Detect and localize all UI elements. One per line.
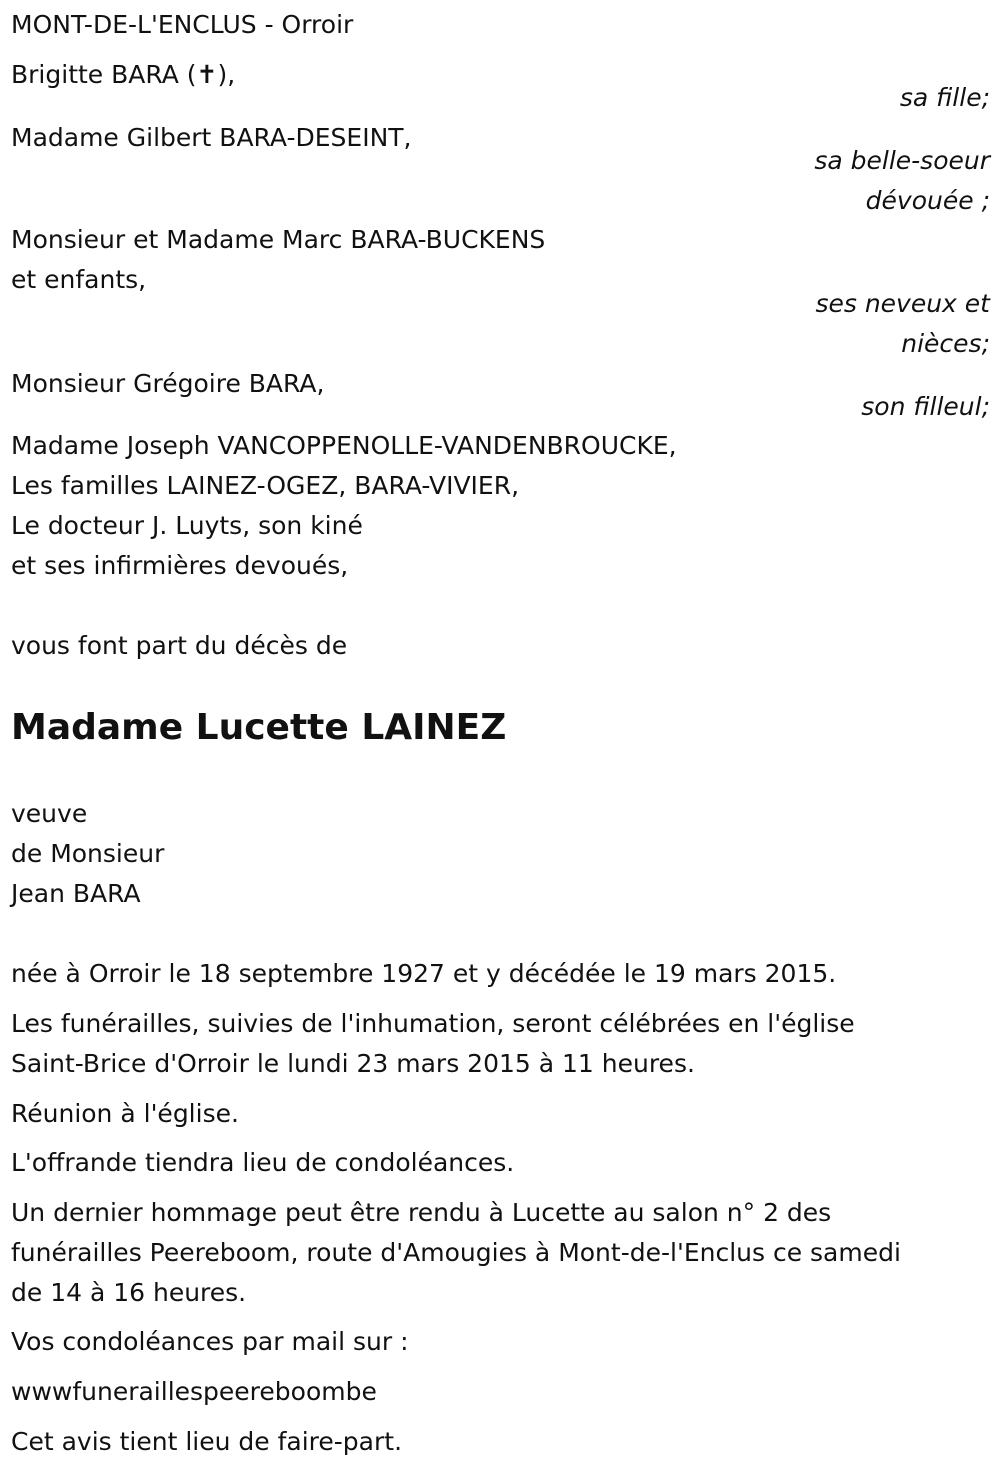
family-member-marc-children: et enfants, xyxy=(11,265,147,294)
family-member-marc: Monsieur et Madame Marc BARA-BUCKENS xyxy=(11,225,546,254)
family-member-gilbert: Madame Gilbert BARA-DESEINT, xyxy=(11,123,412,152)
location-header: MONT-DE-L'ENCLUS - Orroir xyxy=(11,10,354,39)
tribute-info: Un dernier hommage peut être rendu à Lucette au salon n° 2 des xyxy=(11,1198,832,1227)
widow-line: Jean BARA xyxy=(11,879,141,908)
relation-label: dévouée ; xyxy=(865,186,990,215)
relation-label: nièces; xyxy=(901,329,990,358)
family-member-brigitte xyxy=(11,55,235,95)
tribute-info: funérailles Peereboom, route d'Amougies à Mont-de-l'Enclus ce samedi xyxy=(11,1238,901,1267)
family-member-gregoire: Monsieur Grégoire BARA, xyxy=(11,369,325,398)
family-member-line: Les familles LAINEZ-OGEZ, BARA-VIVIER, xyxy=(11,471,520,500)
condolences-label: Vos condoléances par mail sur : xyxy=(11,1327,409,1356)
deceased-name: Madame Lucette LAINEZ xyxy=(11,707,507,748)
notice-line: Cet avis tient lieu de faire-part. xyxy=(11,1427,403,1456)
announcement-intro: vous font part du décès de xyxy=(11,631,348,660)
family-member-line: Madame Joseph VANCOPPENOLLE-VANDENBROUCKE, xyxy=(11,431,677,460)
family-member-name: Brigitte BARA ( xyxy=(11,60,197,89)
cross-icon: ✝ xyxy=(196,60,218,89)
birth-death-dates: née à Orroir le 18 septembre 1927 et y décédée le 19 mars 2015. xyxy=(11,959,837,988)
funeral-info: Les funérailles, suivies de l'inhumation, seront célébrées en l'église xyxy=(11,1009,855,1038)
family-member-line: et ses infirmières devoués, xyxy=(11,551,349,580)
condolences-website: wwwfuneraillespeereboombe xyxy=(11,1377,377,1406)
family-member-line: Le docteur J. Luyts, son kiné xyxy=(11,511,363,540)
widow-line: veuve xyxy=(11,799,88,828)
relation-label: sa belle-soeur xyxy=(814,146,990,175)
funeral-info: Saint-Brice d'Orroir le lundi 23 mars 2015 à 11 heures. xyxy=(11,1049,695,1078)
relation-label: ses neveux et xyxy=(815,289,990,318)
meeting-info: Réunion à l'église. xyxy=(11,1099,239,1128)
family-member-name-suffix: ), xyxy=(217,60,236,89)
offering-info: L'offrande tiendra lieu de condoléances. xyxy=(11,1148,515,1177)
tribute-info: de 14 à 16 heures. xyxy=(11,1278,247,1307)
relation-label: sa fille; xyxy=(899,83,990,112)
relation-label: son filleul; xyxy=(861,392,990,421)
widow-line: de Monsieur xyxy=(11,839,165,868)
